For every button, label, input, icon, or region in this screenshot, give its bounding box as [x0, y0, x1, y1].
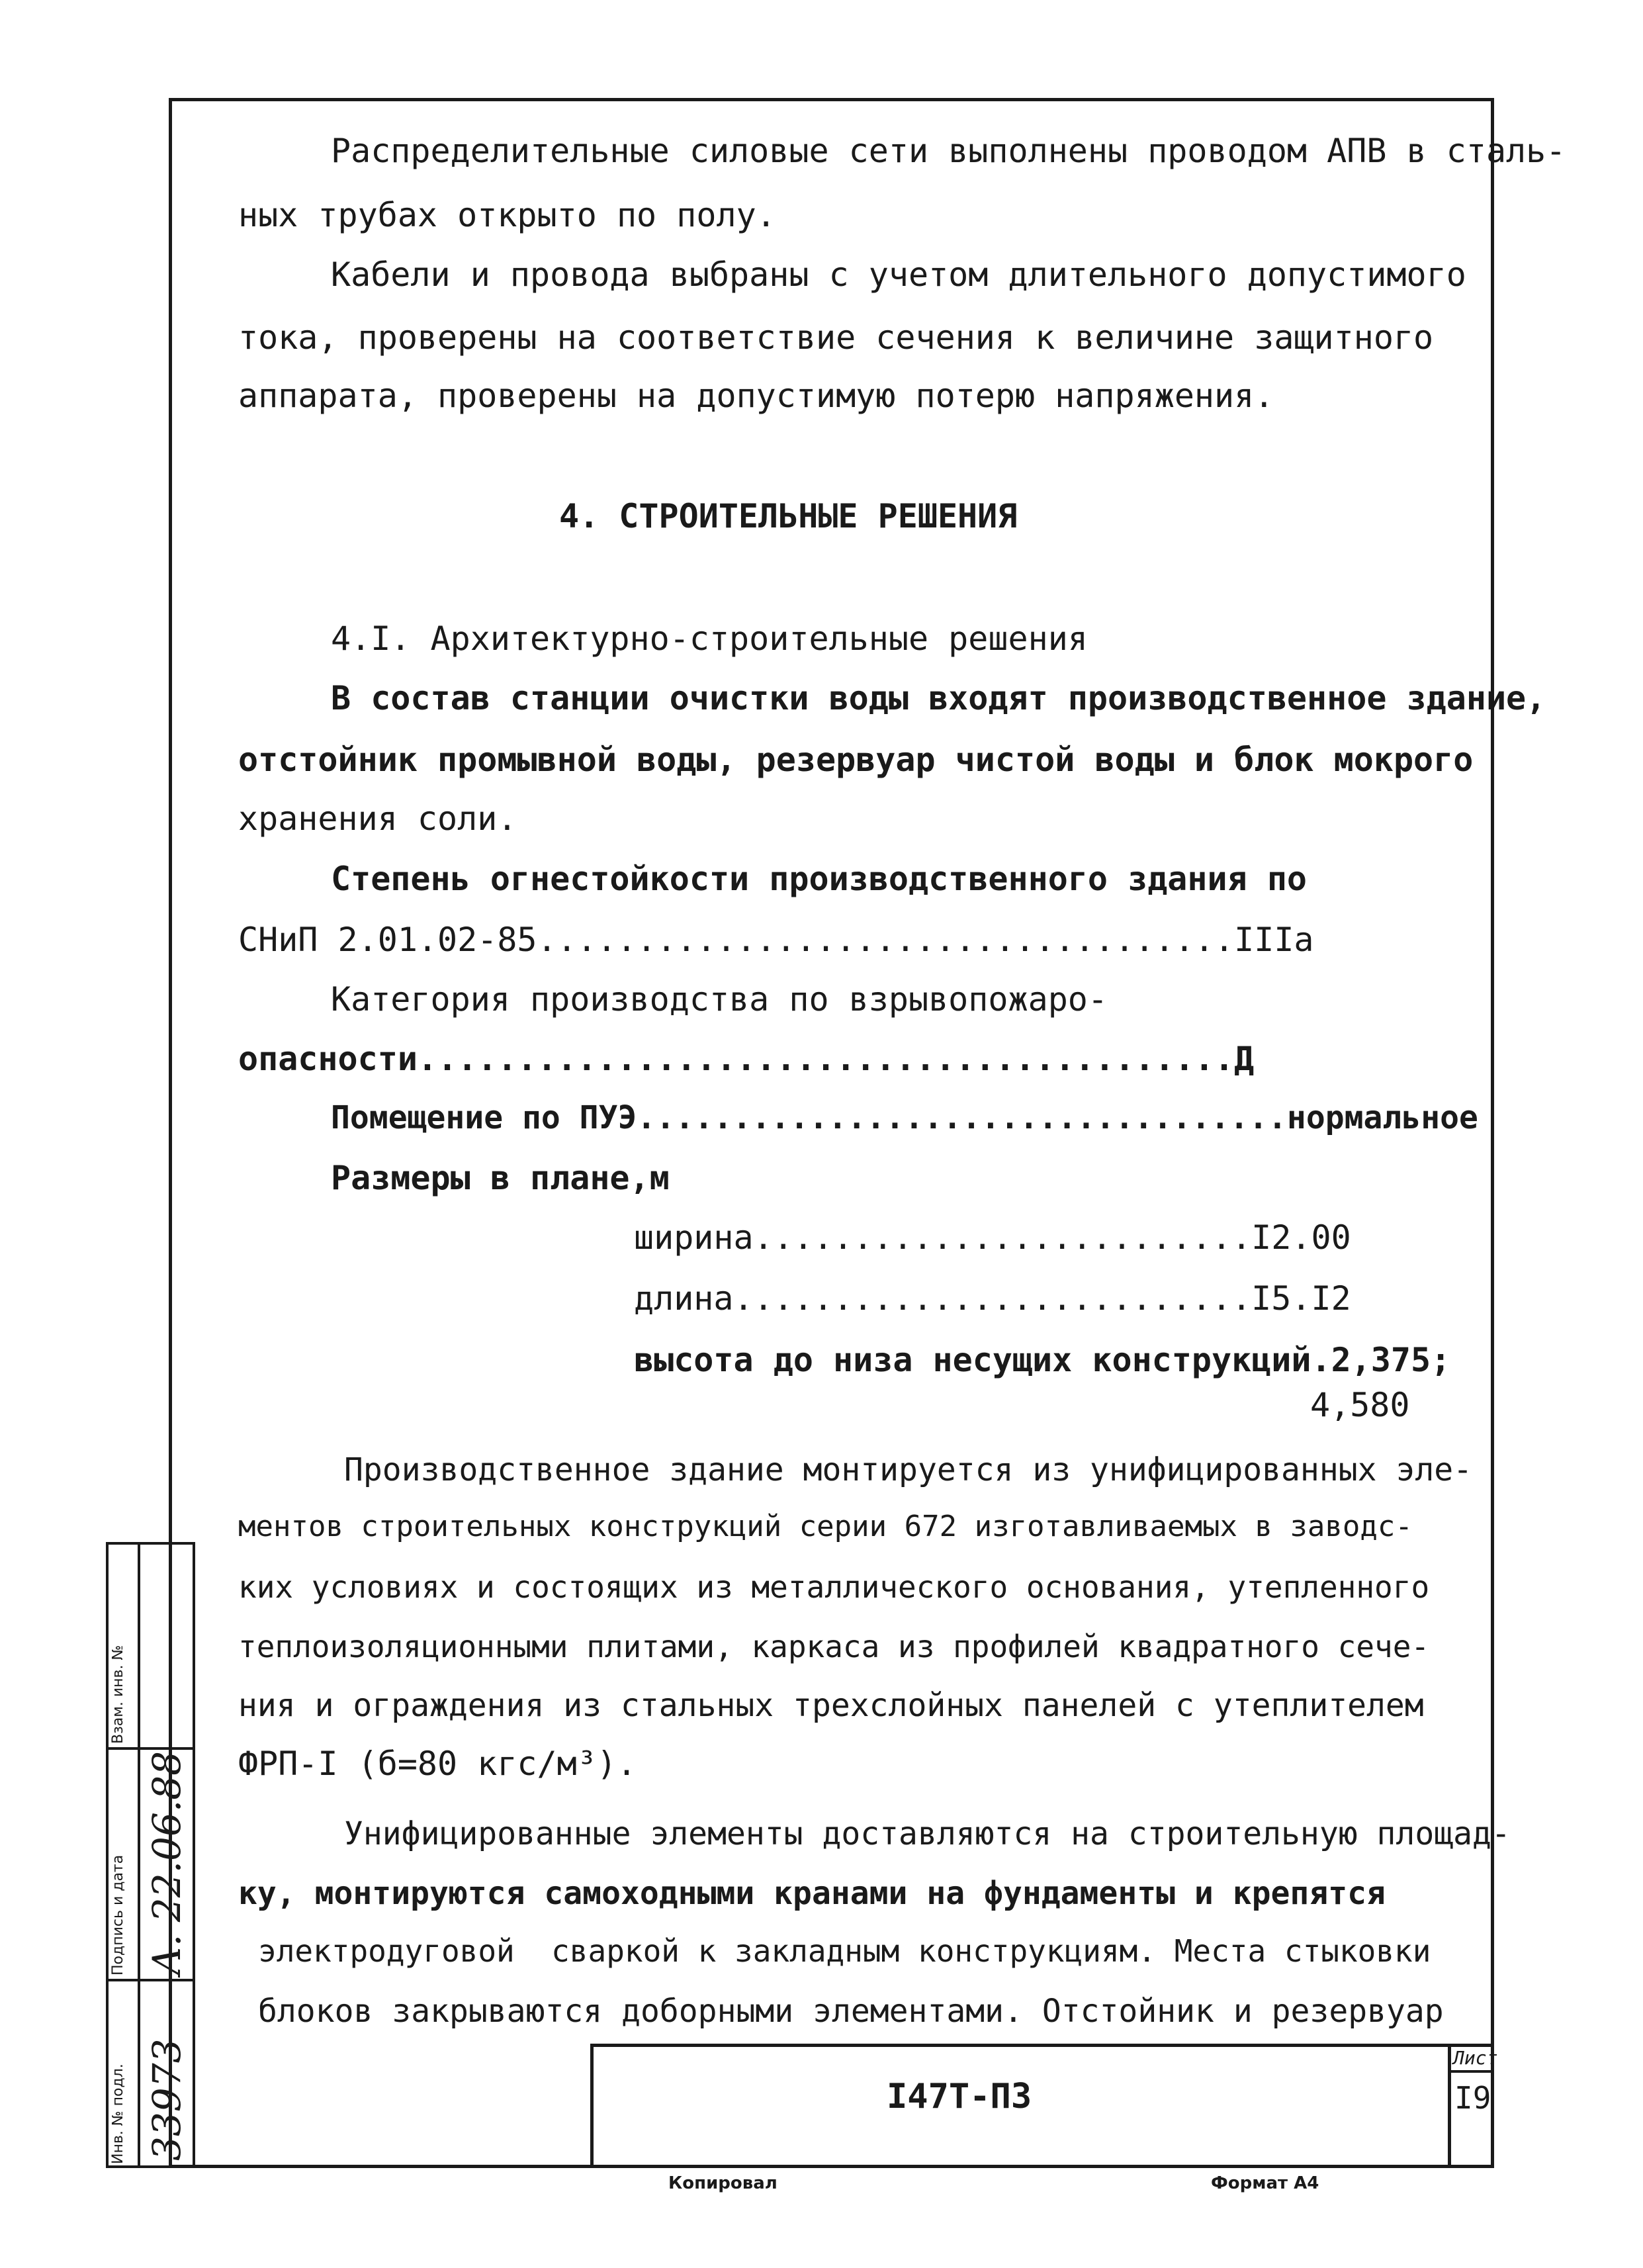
text-line: теплоизоляционными плитами, каркаса из профилей квадратного сече-	[238, 1629, 1430, 1664]
text-line: ких условиях и состоящих из металлического основания, утепленного	[238, 1569, 1430, 1605]
text-line: тока, проверены на соответствие сечения к величине защитного	[238, 318, 1434, 357]
format-label: Формат А4	[1211, 2173, 1319, 2193]
sheet-cell-divider	[1448, 2070, 1494, 2073]
text-line: Размеры в плане,м	[331, 1159, 670, 1197]
text-line: Степень огнестойкости производственного здания по	[331, 860, 1308, 898]
stamp-vzam-label: Взам. инв. №	[110, 1645, 126, 1744]
text-line: Категория производства по взрывопожаро-	[331, 980, 1108, 1019]
text-line: Кабели и провода выбраны с учетом длительного допустимого	[331, 255, 1466, 294]
text-line: ментов строительных конструкций серии 672 изготавливаемых в заводс-	[238, 1510, 1413, 1543]
stamp-inv-value: 33973	[144, 2038, 189, 2161]
text-line: аппарата, проверены на допустимую потерю напряжения.	[238, 377, 1274, 415]
text-line: Распределительные силовые сети выполнены проводом АПВ в сталь-	[331, 132, 1566, 170]
text-line: хранения соли.	[238, 799, 517, 838]
text-line: В состав станции очистки воды входят производственное здание,	[331, 679, 1546, 717]
stamp-sign-value: А. 22.06.88	[144, 1750, 189, 1975]
text-line: отстойник промывной воды, резервуар чистой воды и блок мокрого	[238, 741, 1474, 779]
copied-label: Копировал	[668, 2173, 777, 2193]
text-line: электродуговой сваркой к закладным конструкциям. Места стыковки	[258, 1933, 1431, 1969]
document-code: I47Т-ПЗ	[887, 2077, 1032, 2116]
title-block	[590, 2044, 1494, 2168]
subsection-heading: 4.I. Архитектурно-строительные решения	[331, 619, 1088, 658]
text-line: Унифицированные элементы доставляются на строительную площад-	[344, 1815, 1511, 1852]
spec-line: Помещение по ПУЭ..................................нормальное	[331, 1099, 1478, 1136]
spec-line: опасности.........................................Д	[238, 1040, 1255, 1078]
stamp-row-divider	[106, 1747, 195, 1750]
spec-line: длина..........................I5.I2	[634, 1279, 1351, 1318]
text-line: блоков закрываются доборными элементами. Отстойник и резервуар	[258, 1993, 1444, 2030]
sheet-number: I9	[1454, 2080, 1491, 2116]
text-line: ФРП-I (б=80 кгс/м³).	[238, 1745, 637, 1783]
text-line: ния и ограждения из стальных трехслойных панелей с утеплителем	[238, 1687, 1424, 1724]
text-line: Производственное здание монтируется из унифицированных эле-	[344, 1451, 1473, 1488]
stamp-row-divider	[106, 1979, 195, 1981]
spec-line: ширина.........................I2.00	[634, 1218, 1351, 1257]
spec-line: СНиП 2.01.02-85...................................IIIа	[238, 921, 1314, 959]
spec-line: высота до низа несущих конструкций.2,375;	[634, 1341, 1451, 1379]
sheet-label: Лист	[1453, 2047, 1498, 2069]
spec-line: 4,580	[1310, 1386, 1410, 1424]
text-line: ку, монтируются самоходными кранами на фундаменты и крепятся	[238, 1875, 1386, 1912]
text-line: ных трубах открыто по полу.	[238, 196, 776, 234]
stamp-inv-label: Инв. № подл.	[110, 2064, 126, 2164]
section-heading: 4. СТРОИТЕЛЬНЫЕ РЕШЕНИЯ	[559, 497, 1018, 535]
stamp-sign-label: Подпись и дата	[110, 1854, 126, 1975]
stamp-column-divider	[138, 1542, 140, 2168]
